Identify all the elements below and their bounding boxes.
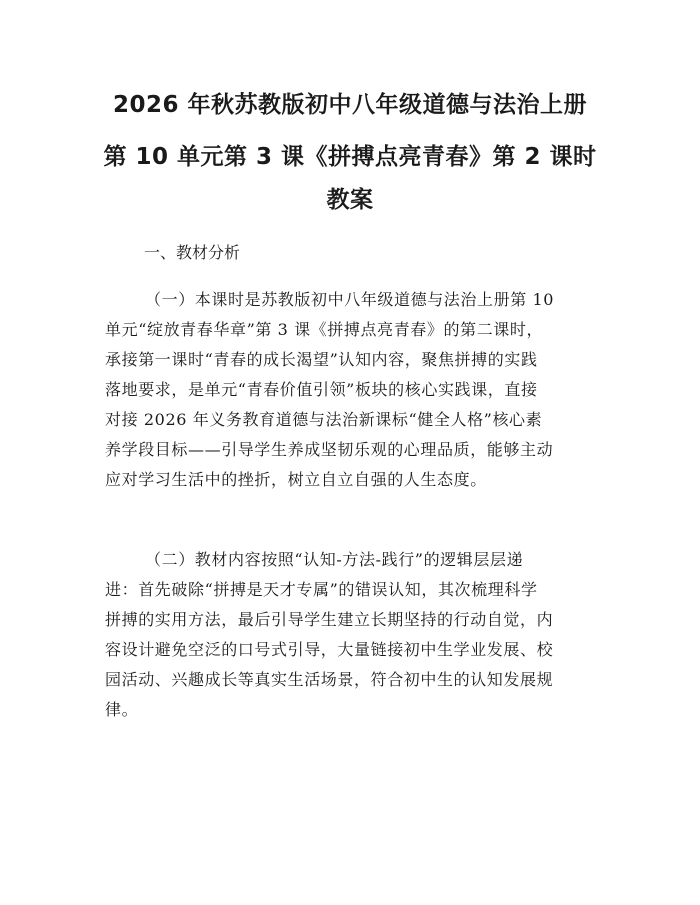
paragraph-line: 养学段目标——引导学生养成坚韧乐观的心理品质，能够主动 [105,440,554,459]
paragraph-line: 拼搏的实用方法，最后引导学生建立长期坚持的行动自觉，内 [105,610,554,629]
paragraph-line: 进：首先破除“拼搏是天才专属”的错误认知，其次梳理科学 [105,580,538,599]
document-title-line-1: 2026 年秋苏教版初中八年级道德与法治上册 [112,92,588,118]
paragraph-line: 园活动、兴趣成长等真实生活场景，符合初中生的认知发展规 [105,670,554,689]
paragraph-line: （一）本课时是苏教版初中八年级道德与法治上册第 10 [145,290,555,309]
paragraph-line: 落地要求，是单元“青春价值引领”板块的核心实践课，直接 [105,380,538,399]
paragraph-line: 容设计避免空泛的口号式引导，大量链接初中生学业发展、校 [105,640,554,659]
document-title-line-3: 教案 [326,187,374,213]
paragraph-line: （二）教材内容按照“认知-方法-践行”的逻辑层层递 [145,550,524,569]
paragraph-line: 律。 [105,700,139,719]
section-heading: 一、教材分析 [144,243,241,262]
document-title-line-2: 第 10 单元第 3 课《拼搏点亮青春》第 2 课时 [103,144,597,170]
paragraph-line: 单元“绽放青春华章”第 3 课《拼搏点亮青春》的第二课时， [105,320,544,339]
paragraph-line: 应对学习生活中的挫折，树立自立自强的人生态度。 [105,470,487,489]
paragraph-2 [105,545,605,725]
paragraph-1 [105,285,605,495]
paragraph-line: 对接 2026 年义务教育道德与法治新课标“健全人格”核心素 [105,410,543,429]
paragraph-line: 承接第一课时“青春的成长渴望”认知内容，聚焦拼搏的实践 [105,350,538,369]
